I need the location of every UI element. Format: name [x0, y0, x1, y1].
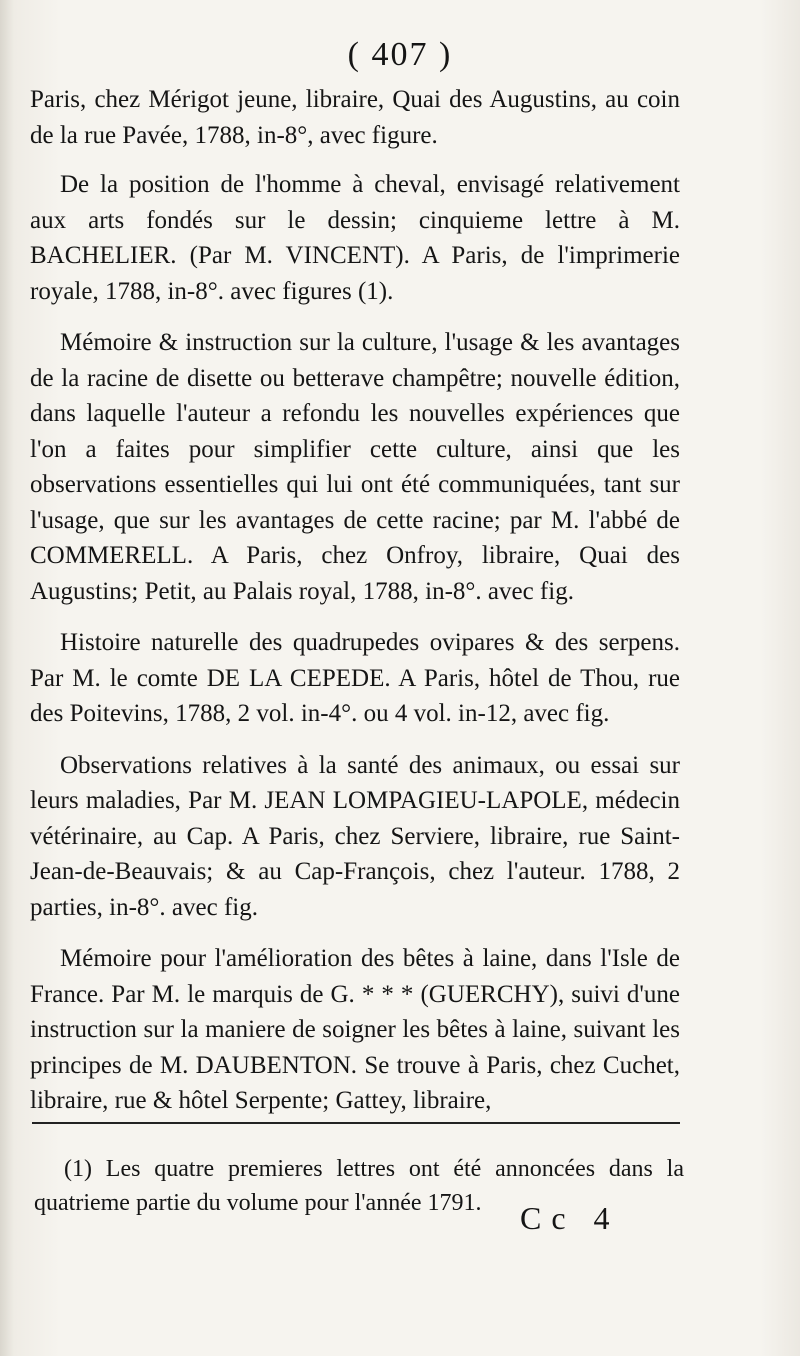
- entry-continuation: Paris, chez Mérigot jeune, libraire, Quai des Augustins, au coin de la rue Pavée, 1788, in-8°, avec figure.: [30, 86, 680, 149]
- entry-memoire-betes-laine: Mémoire pour l'amélioration des bêtes à laine, dans l'Isle de France. Par M. le marquis de G. * * * (GUERCHY), suivi d'une instruction sur la maniere de soigner les bêtes à laine, suivant les principes de M. DAUBENTON. Se trouve à Paris, chez Cuchet, libraire, rue & hôtel Serpente; Gattey, libraire,: [30, 945, 680, 1114]
- entry-histoire-quadrupedes: Histoire naturelle des quadrupedes ovipares & des serpens. Par M. le comte DE LA CEPEDE. A Paris, hôtel de Thou, rue des Poitevins, 1788, 2 vol. in-4°. ou 4 vol. in-12, avec fig.: [30, 629, 680, 727]
- signature-mark: Cc 4: [520, 1200, 620, 1236]
- entry-observations-animaux: Observations relatives à la santé des animaux, ou essai sur leurs maladies, Par M. JEAN LOMPAGIEU-LAPOLE, médecin vétérinaire, au Cap. A Paris, chez Serviere, libraire, rue Saint-Jean-de-Beauvais; & au Cap-François, chez l'auteur. 1788, 2 parties, in-8°. avec fig.: [30, 751, 680, 921]
- footnote-rule: [32, 1122, 680, 1124]
- page-body: [30, 82, 680, 1135]
- entry-memoire-betterave: Mémoire & instruction sur la culture, l'usage & les avantages de la racine de disette ou betterave champêtre; nouvelle édition, dans laquelle l'auteur a refondu les nouvelles expériences que l'on a faites pour simplifier cette culture, ainsi que les observations essentielles qui lui ont été communiquées, tant sur l'usage, que sur les avantages de cette racine; par M. l'abbé de COMMERELL. A Paris, chez Onfroy, libraire, Quai des Augustins; Petit, au Palais royal, 1788, in-8°. avec fig.: [30, 329, 680, 605]
- entry-position-homme-cheval: De la position de l'homme à cheval, envisagé relativement aux arts fondés sur le dessin; cinquieme lettre à M. BACHELIER. (Par M. VINCENT). A Paris, de l'imprimerie royale, 1788, in-8°. avec figures (1).: [30, 171, 680, 305]
- page-number: ( 407 ): [347, 36, 453, 73]
- footnote: (1) Les quatre premieres lettres ont été annoncées dans la quatrieme partie du volume pour l'année 1791.: [34, 1156, 684, 1216]
